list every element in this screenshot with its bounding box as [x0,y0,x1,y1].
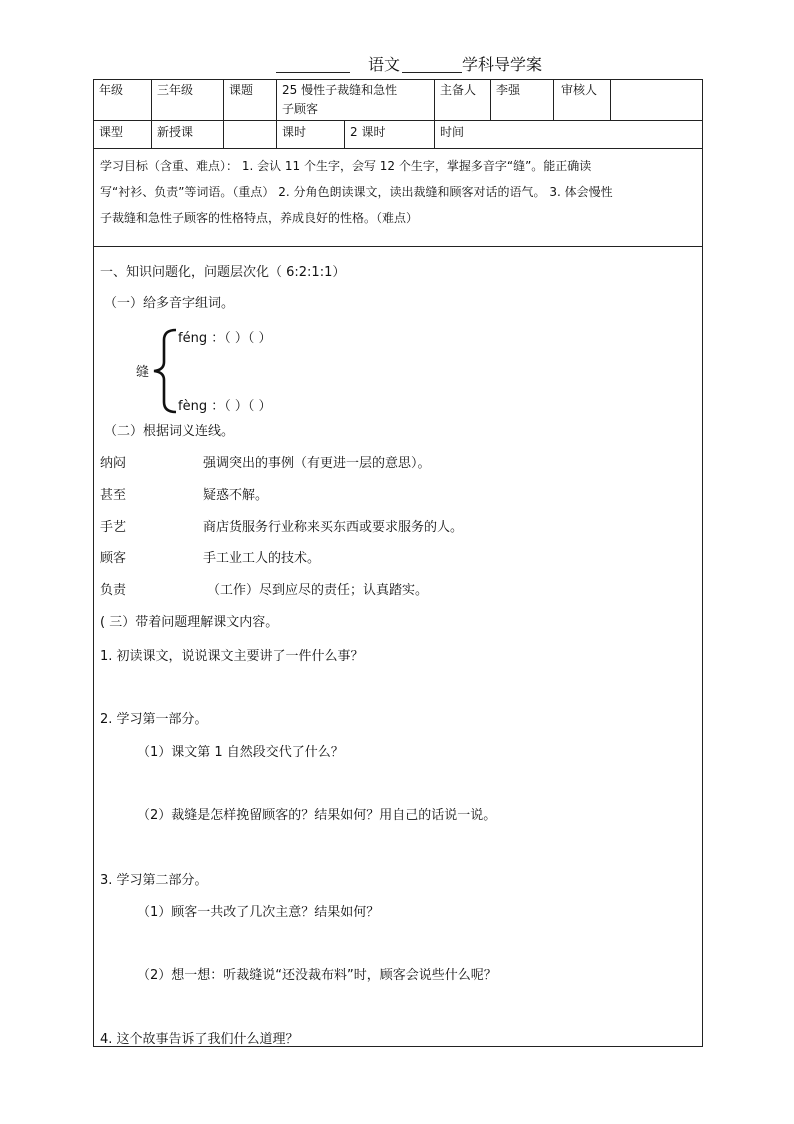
meaning-item: 商店货服务行业称来买东西或要求服务的人。 [203,520,464,535]
document-title [272,52,550,74]
title-subject: 语文 [368,55,401,74]
topic-value-line2: 子顾客 [282,102,319,116]
goals-line-1: 学习目标（含重、难点）： 1. 会认 11 个生字，会写 12 个生字，掌握多音字“缝”。能正确读 [100,159,592,173]
question-3: 3. 学习第二部分。 [100,873,208,888]
type-label: 课型 [99,125,124,139]
reviewer-label: 审核人 [561,83,598,97]
grade-label: 年级 [99,83,124,97]
word-item: 手艺 [100,520,127,535]
part2-heading: （二）根据词义连线。 [104,424,235,439]
part3-heading: ( 三）带着问题理解课文内容。 [100,615,279,630]
topic-value-line1: 25 慢性子裁缝和急性 [282,83,398,97]
hours-value: 2 课时 [350,125,386,139]
meaning-item: 强调突出的事例（有更进一层的意思）。 [203,456,431,471]
preparer-label: 主备人 [440,83,477,97]
goals-line-3: 子裁缝和急性子顾客的性格特点，养成良好的性格。（难点） [100,211,419,225]
part1-heading: （一）给多音字组词。 [104,296,235,311]
topic-label: 课题 [229,83,254,97]
preparer-value: 李强 [496,83,521,97]
word-item: 负责 [100,583,127,598]
meaning-item: （工作）尽到应尽的责任；认真踏实。 [207,583,429,598]
title-underline-left [276,72,350,73]
grade-value: 三年级 [157,83,194,97]
learning-goals [100,153,698,231]
question-2a: （1）课文第 1 自然段交代了什么？ [137,745,344,760]
question-1: 1. 初读课文，说说课文主要讲了一件什么事？ [100,649,364,664]
time-label: 时间 [440,125,465,139]
word-item: 顾客 [100,551,127,566]
curly-brace-icon [152,328,178,414]
title-suffix: 学科导学案 [462,55,543,74]
hours-label: 课时 [282,125,307,139]
question-2: 2. 学习第一部分。 [100,712,208,727]
goals-line-2: 写“衬衫、负责”等词语。（重点） 2. 分角色朗读课文，读出裁缝和顾客对话的语气。 3. 体会慢性 [100,185,613,199]
question-3a: （1）顾客一共改了几次主意？结果如何？ [137,905,380,920]
pinyin-feng4: fèng ：（ ）（ ） [178,399,272,414]
word-item: 甚至 [100,488,127,503]
meaning-item: 手工业工人的技术。 [203,551,321,566]
title-underline-right [402,72,462,73]
meaning-item: 疑惑不解。 [203,488,269,503]
section-heading: 一、知识问题化，问题层次化（ 6:2:1:1） [100,265,346,280]
word-item: 纳闷 [100,456,127,471]
question-2b: （2）裁缝是怎样挽留顾客的？结果如何？用自己的话说一说。 [137,808,497,823]
question-4: 4. 这个故事告诉了我们什么道理？ [100,1032,299,1047]
polyphone-char: 缝 [136,365,150,380]
pinyin-feng2: féng ：（ ）（ ） [178,331,272,346]
type-value: 新授课 [157,125,194,139]
question-3b: （2）想一想：听裁缝说“还没裁布料”时，顾客会说些什么呢？ [137,968,497,983]
